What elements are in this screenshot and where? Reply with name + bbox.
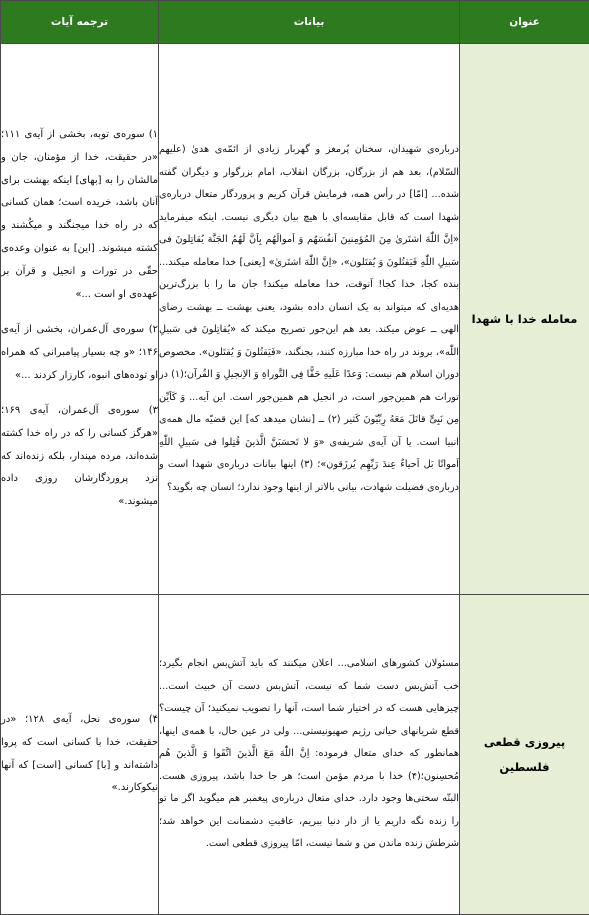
row-content: درباره‌ی شهیدان، سخنان پُرمغز و گهربار زیادی از ائمّه‌ی هدیٰ (علیهم السّلام)، بعد هم از بزرگان، بزرگان انقلاب، امام بزرگوار و دیگران گفته شده... [امّا] در رأس همه، فرمایش قرآن کریم و پروردگار متعال درباره‌ی شهدا است که قابل مقایسه‌ای با هیچ بیان دیگری نیست. اینکه میفرماید «اِنَّ اللّٰهَ اشتَریٰ مِنَ المُؤمِنینَ اَنفُسَهُم وَ اَموالَهُم بِاَنَّ لَهُمُ الجَنَّة یُقاتِلونَ فی سَبیلِ اللّٰهِ فَیَقتُلونَ وَ یُقتَلون»، «اِنَّ اللّٰهَ اشتَریٰ» [یعنی] خدا معامله میکند... بنده کجا، خدا کجا! اَنوقت، خدا معامله میکند! جان ما را با بزرگ‌ترین هدیه‌ای که میتواند به یک انسان داده بشود، یعنی بهشت ــ بهشت رضای الهی ــ عوض میکند. بعد هم این‌جور تصریح میکند که «یُقاتِلونَ فی سَبیلِ اللّٰه»، بروند در راه خدا مبارزه کنند، بجنگند، «فَیَقتُلونَ وَ یُقتَلون». مخصوص دوران اسلام هم نیست: وَعدًا عَلَیهِ حَقًّا فِی التَّوراةِ وَ الاِنجیلِ وَ القُرآن؛(۱) در تورات هم همین‌جور است، در انجیل هم همین‌جور است. این آیه... وَ کَاَیِّن مِن نَبِیٍّ قاتَلَ مَعَهُ رِبِّیّونَ کَثیر (۲) ــ [نشان میدهد که] این قضیّه مال همه‌ی انبیا است. یا آن آیه‌ی شریفه‌ی «وَ لا تَحسَبَنَّ الَّذینَ قُتِلوا فی سَبیلِ اللّٰهِ اَمواتًا بَل اَحیاءٌ عِندَ رَبِّهِم یُرزَقون»؛ (۳) اینها بیانات درباره‌ی شهدا است و درباره‌ی فضیلت شهادت، بیانی بالاتر از اینها وجود ندارد؛ انسان چه بگوید؟ <box>159 44 460 595</box>
header-title: عنوان <box>460 1 589 44</box>
verse-note: ۱) سوره‌ی توبه، بخشی از آیه‌ی ۱۱۱؛ «در حقیقت، خدا از مؤمنان، جان و مالشان را به [بهای] اینکه بهشت برای آنان باشد، خریده است؛ همان کسانی که در راه خدا میجنگند و میکُشند و کشته میشوند. [این] به عنوان وعده‌ی حقّی در تورات و انجیل و قرآن بر عهده‌ی او است ...» <box>1 124 158 307</box>
row-title: معامله خدا با شهدا <box>460 44 589 595</box>
verse-note: ۴) سوره‌ی نحل، آیه‌ی ۱۲۸؛ «در حقیقت، خدا با کسانی است که پروا داشته‌اند و [با] کسانی [است] که آنها نیکوکارند.» <box>1 709 158 801</box>
header-verses: ترجمه آیات <box>1 1 159 44</box>
row-content: مسئولان کشورهای اسلامی... اعلان میکنند که باید آتش‌بس انجام بگیرد؛ خب آتش‌بس دست شما که نیست، آتش‌بس دست آن خبیث است... چیزهایی هست که در اختیار شما است، آنها را تصویب نمیکنید؛ آن چیست؟ قطع شریانهای حیاتی رژیم صهیونیستی... ولی در عین حال، با همه‌ی اینها، همانطور که خدای متعال فرموده: اِنَّ اللّٰهَ مَعَ الَّذینَ اتَّقَوا وَ الَّذینَ هُم مُحسِنون؛(۴) خدا با مردم مؤمن است؛ هر جا خدا باشد، پیروزی هست. البتّه سختی‌ها وجود دارد. خدای متعال درباره‌ی پیغمبر هم میگوید اگر ما تو را زنده نگه داریم یا از دار دنیا ببریم، عاقبتِ دشمنانت این خواهد شد؛ شرطش زنده ماندن من و شما نیست، امّا پیروزی قطعی است. <box>159 595 460 915</box>
table-row <box>1 44 589 595</box>
row-verses <box>1 595 159 915</box>
verse-note: ۳) سوره‌ی آل‌عمران، آیه‌ی ۱۶۹؛ «هرگز کسانی را که در راه خدا کشته شده‌اند، مرده مپندار، بلکه زنده‌اند که نزد پروردگارشان روزی داده میشوند.» <box>1 400 158 515</box>
row-verses <box>1 44 159 595</box>
header-content: بیانات <box>159 1 460 44</box>
table-row <box>1 595 589 915</box>
table-header-row <box>1 1 589 44</box>
row-title: پیروزی قطعی فلسطین <box>460 595 589 915</box>
verse-note: ۲) سوره‌ی آل‌عمران، بخشی از آیه‌ی ۱۴۶؛ «و چه بسیار پیامبرانی که همراه او توده‌های انبوه، کارزار کردند ...» <box>1 319 158 388</box>
